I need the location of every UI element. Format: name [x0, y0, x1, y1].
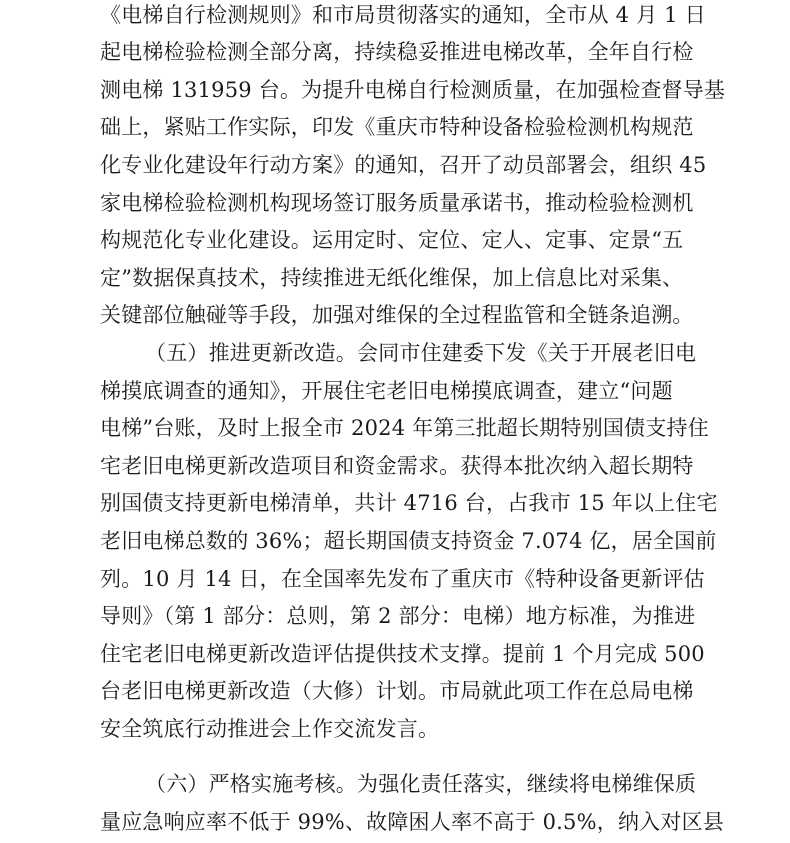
- text-line: 量应急响应率不低于 99%、故障困人率不高于 0.5%，纳入对区县: [100, 810, 724, 834]
- text-line: 础上，紧贴工作实际，印发《重庆市特种设备检验检测机构规范: [100, 115, 694, 139]
- text-line: 梯摸底调查的通知》，开展住宅老旧电梯摸底调查，建立“问题: [100, 379, 673, 403]
- text-line: 别国债支持更新电梯清单，共计 4716 台，占我市 15 年以上住宅: [100, 491, 718, 515]
- text-line: 列。10 月 14 日，在全国率先发布了重庆市《特种设备更新评估: [100, 567, 705, 591]
- text-line: 老旧电梯总数的 36%；超长期国债支持资金 7.074 亿，居全国前: [100, 529, 717, 553]
- text-line: 电梯”台账，及时上报全市 2024 年第三批超长期特别国债支持住: [100, 416, 709, 440]
- text-line: 《电梯自行检测规则》和市局贯彻落实的通知，全市从 4 月 1 日: [100, 3, 706, 27]
- text-line: 关键部位触碰等手段，加强对维保的全过程监管和全链条追溯。: [100, 303, 694, 327]
- text-line: 家电梯检验检测机构现场签订服务质量承诺书，推动检验检测机: [100, 191, 694, 215]
- text-line: 台老旧电梯更新改造（大修）计划。市局就此项工作在总局电梯: [100, 679, 694, 703]
- text-line: 定”数据保真技术，持续推进无纸化维保，加上信息比对采集、: [100, 266, 684, 290]
- text-line: 化专业化建设年行动方案》的通知，召开了动员部署会，组织 45: [100, 153, 707, 177]
- text-line: 导则》（第 1 部分：总则，第 2 部分：电梯）地方标准，为推进: [100, 604, 696, 628]
- text-line: 住宅老旧电梯更新改造评估提供技术支撑。提前 1 个月完成 500: [100, 642, 705, 666]
- section-heading-line: （六）严格实施考核。为强化责任落实，继续将电梯维保质: [145, 772, 697, 796]
- section-heading-line: （五）推进更新改造。会同市住建委下发《关于开展老旧电: [145, 341, 697, 365]
- text-line: 宅老旧电梯更新改造项目和资金需求。获得本批次纳入超长期特: [100, 454, 694, 478]
- text-line: 起电梯检验检测全部分离，持续稳妥推进电梯改革，全年自行检: [100, 40, 694, 64]
- text-line: 安全筑底行动推进会上作交流发言。: [100, 717, 440, 741]
- text-line: 构规范化专业化建设。运用定时、定位、定人、定事、定景“五: [100, 228, 684, 252]
- text-line: 测电梯 131959 台。为提升电梯自行检测质量，在加强检查督导基: [100, 78, 726, 102]
